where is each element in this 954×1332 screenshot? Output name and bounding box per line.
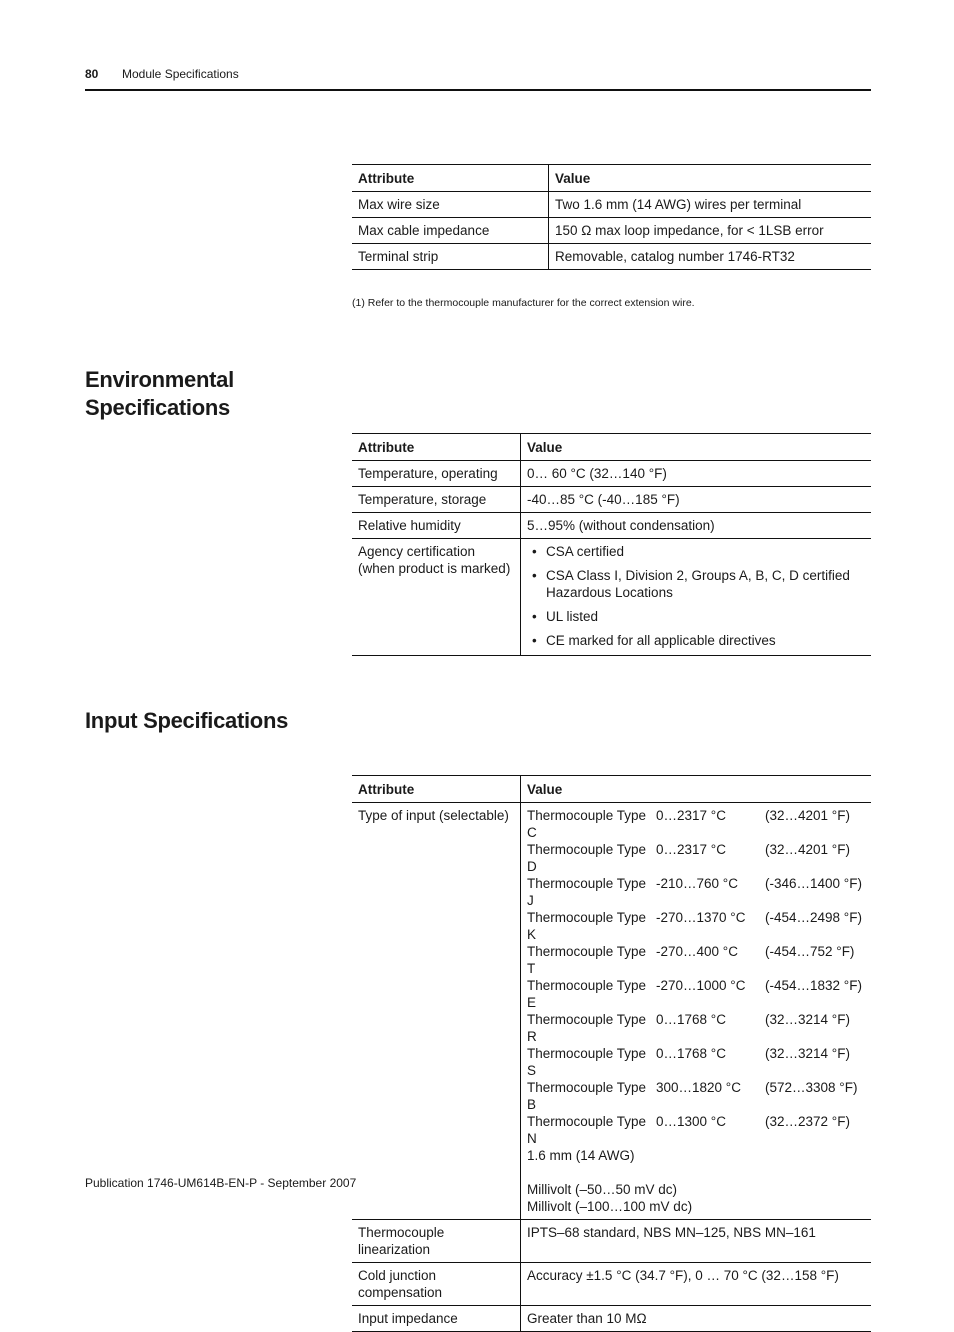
environmental-specifications-heading: [85, 366, 234, 422]
attribute-cell: Type of input (selectable): [352, 803, 521, 1220]
value-cell: Two 1.6 mm (14 AWG) wires per terminal: [549, 192, 872, 218]
celsius-range: 300…1820 °C: [656, 1080, 741, 1095]
celsius-range: 0…1768 °C: [656, 1012, 726, 1027]
celsius-range: -270…400 °C: [656, 944, 738, 959]
attribute-cell: Thermocouple linearization: [352, 1220, 521, 1263]
thermocouple-name: Thermocouple Type K: [527, 910, 647, 942]
thermocouple-row: [527, 1113, 865, 1147]
column-header-value: Value: [521, 776, 872, 803]
list-item: • CSA Class I, Division 2, Groups A, B, C, D certified Hazardous Locations: [527, 567, 865, 601]
fahrenheit-range: (32…2372 °F): [765, 1114, 850, 1129]
thermocouple-list: [527, 807, 865, 1147]
value-cell: Accuracy ±1.5 °C (34.7 °F), 0 … 70 °C (32…158 °F): [521, 1263, 872, 1306]
table-row: [352, 1220, 871, 1263]
attribute-line: Agency certification: [358, 544, 476, 559]
celsius-range: 0…1300 °C: [656, 1114, 726, 1129]
thermocouple-row: [527, 909, 865, 943]
table-header-row: [352, 165, 871, 192]
table-row: [352, 192, 871, 218]
table-row: [352, 461, 871, 487]
input-specifications-heading: Input Specifications: [85, 708, 289, 733]
table-row: [352, 539, 871, 656]
fahrenheit-range: (-346…1400 °F): [765, 876, 862, 891]
page-number: 80: [85, 67, 99, 81]
fahrenheit-range: (-454…752 °F): [765, 944, 855, 959]
value-cell: IPTS–68 standard, NBS MN–125, NBS MN–161: [521, 1220, 872, 1263]
thermocouple-name: Thermocouple Type N: [527, 1114, 647, 1146]
column-header-attribute: Attribute: [352, 776, 521, 803]
running-header-title: Module Specifications: [122, 67, 239, 81]
column-header-attribute: Attribute: [352, 434, 521, 461]
value-cell: Removable, catalog number 1746-RT32: [549, 244, 872, 270]
thermocouple-name: Thermocouple Type S: [527, 1046, 647, 1078]
header-rule: [85, 89, 871, 91]
attribute-cell: Cold junction compensation: [352, 1263, 521, 1306]
attribute-cell: Input impedance: [352, 1306, 521, 1332]
heading-line: Environmental: [85, 367, 234, 392]
millivolt-range: Millivolt (–100…100 mV dc): [527, 1199, 693, 1214]
thermocouple-row: [527, 807, 865, 841]
value-cell: [521, 803, 872, 1220]
thermocouple-name: Thermocouple Type T: [527, 944, 647, 976]
attribute-cell: Temperature, storage: [352, 487, 521, 513]
publication-footer: Publication 1746-UM614B-EN-P - September 2007: [85, 1176, 357, 1190]
table-row: [352, 1306, 871, 1332]
thermocouple-name: Thermocouple Type D: [527, 842, 647, 874]
environmental-spec-table: [352, 433, 871, 656]
input-spec-table: [352, 775, 871, 1332]
attribute-cell: Max wire size: [352, 192, 549, 218]
thermocouple-row: [527, 977, 865, 1011]
attribute-line: (when product is marked): [358, 561, 511, 576]
column-header-value: Value: [521, 434, 872, 461]
attribute-cell: [352, 539, 521, 656]
table-header-row: [352, 776, 871, 803]
thermocouple-name: Thermocouple Type E: [527, 978, 647, 1010]
column-header-value: Value: [549, 165, 872, 192]
table-row: [352, 803, 871, 1220]
list-item: • CE marked for all applicable directives: [527, 632, 865, 649]
attribute-cell: Max cable impedance: [352, 218, 549, 244]
column-header-attribute: Attribute: [352, 165, 549, 192]
table-row: [352, 1263, 871, 1306]
table-row: [352, 244, 871, 270]
thermocouple-row: [527, 1079, 865, 1113]
celsius-range: 0…2317 °C: [656, 842, 726, 857]
thermocouple-name: Thermocouple Type B: [527, 1080, 647, 1112]
footnote: (1) Refer to the thermocouple manufacturer for the correct extension wire.: [352, 297, 695, 309]
value-cell: [521, 539, 872, 656]
fahrenheit-range: (-454…1832 °F): [765, 978, 862, 993]
thermocouple-name: Thermocouple Type J: [527, 876, 647, 908]
celsius-range: -270…1370 °C: [656, 910, 746, 925]
table-row: [352, 513, 871, 539]
certification-list: [527, 543, 865, 649]
thermocouple-row: [527, 1011, 865, 1045]
table-header-row: [352, 434, 871, 461]
fahrenheit-range: (-454…2498 °F): [765, 910, 862, 925]
table-row: [352, 487, 871, 513]
celsius-range: -210…760 °C: [656, 876, 738, 891]
value-cell: -40…85 °C (-40…185 °F): [521, 487, 872, 513]
list-item: • UL listed: [527, 608, 865, 625]
value-cell: Greater than 10 MΩ: [521, 1306, 872, 1332]
value-cell: 150 Ω max loop impedance, for < 1LSB error: [549, 218, 872, 244]
fahrenheit-range: (32…4201 °F): [765, 808, 850, 823]
thermocouple-row: [527, 1045, 865, 1079]
attribute-cell: Relative humidity: [352, 513, 521, 539]
celsius-range: 0…1768 °C: [656, 1046, 726, 1061]
heading-line: Specifications: [85, 395, 230, 420]
thermocouple-name: Thermocouple Type C: [527, 808, 647, 840]
fahrenheit-range: (32…3214 °F): [765, 1046, 850, 1061]
fahrenheit-range: (572…3308 °F): [765, 1080, 858, 1095]
thermocouple-name: Thermocouple Type R: [527, 1012, 647, 1044]
table-row: [352, 218, 871, 244]
attribute-cell: Terminal strip: [352, 244, 549, 270]
celsius-range: -270…1000 °C: [656, 978, 746, 993]
attribute-cell: Temperature, operating: [352, 461, 521, 487]
list-item: • CSA certified: [527, 543, 865, 560]
fahrenheit-range: (32…3214 °F): [765, 1012, 850, 1027]
wiring-spec-table: [352, 164, 871, 270]
fahrenheit-range: (32…4201 °F): [765, 842, 850, 857]
celsius-range: 0…2317 °C: [656, 808, 726, 823]
thermocouple-row: [527, 875, 865, 909]
value-cell: 5…95% (without condensation): [521, 513, 872, 539]
millivolt-range: Millivolt (–50…50 mV dc): [527, 1182, 678, 1197]
thermocouple-row: [527, 943, 865, 977]
spacer: [527, 1164, 865, 1181]
thermocouple-row: [527, 841, 865, 875]
value-cell: 0… 60 °C (32…140 °F): [521, 461, 872, 487]
wire-note: 1.6 mm (14 AWG): [527, 1148, 635, 1163]
